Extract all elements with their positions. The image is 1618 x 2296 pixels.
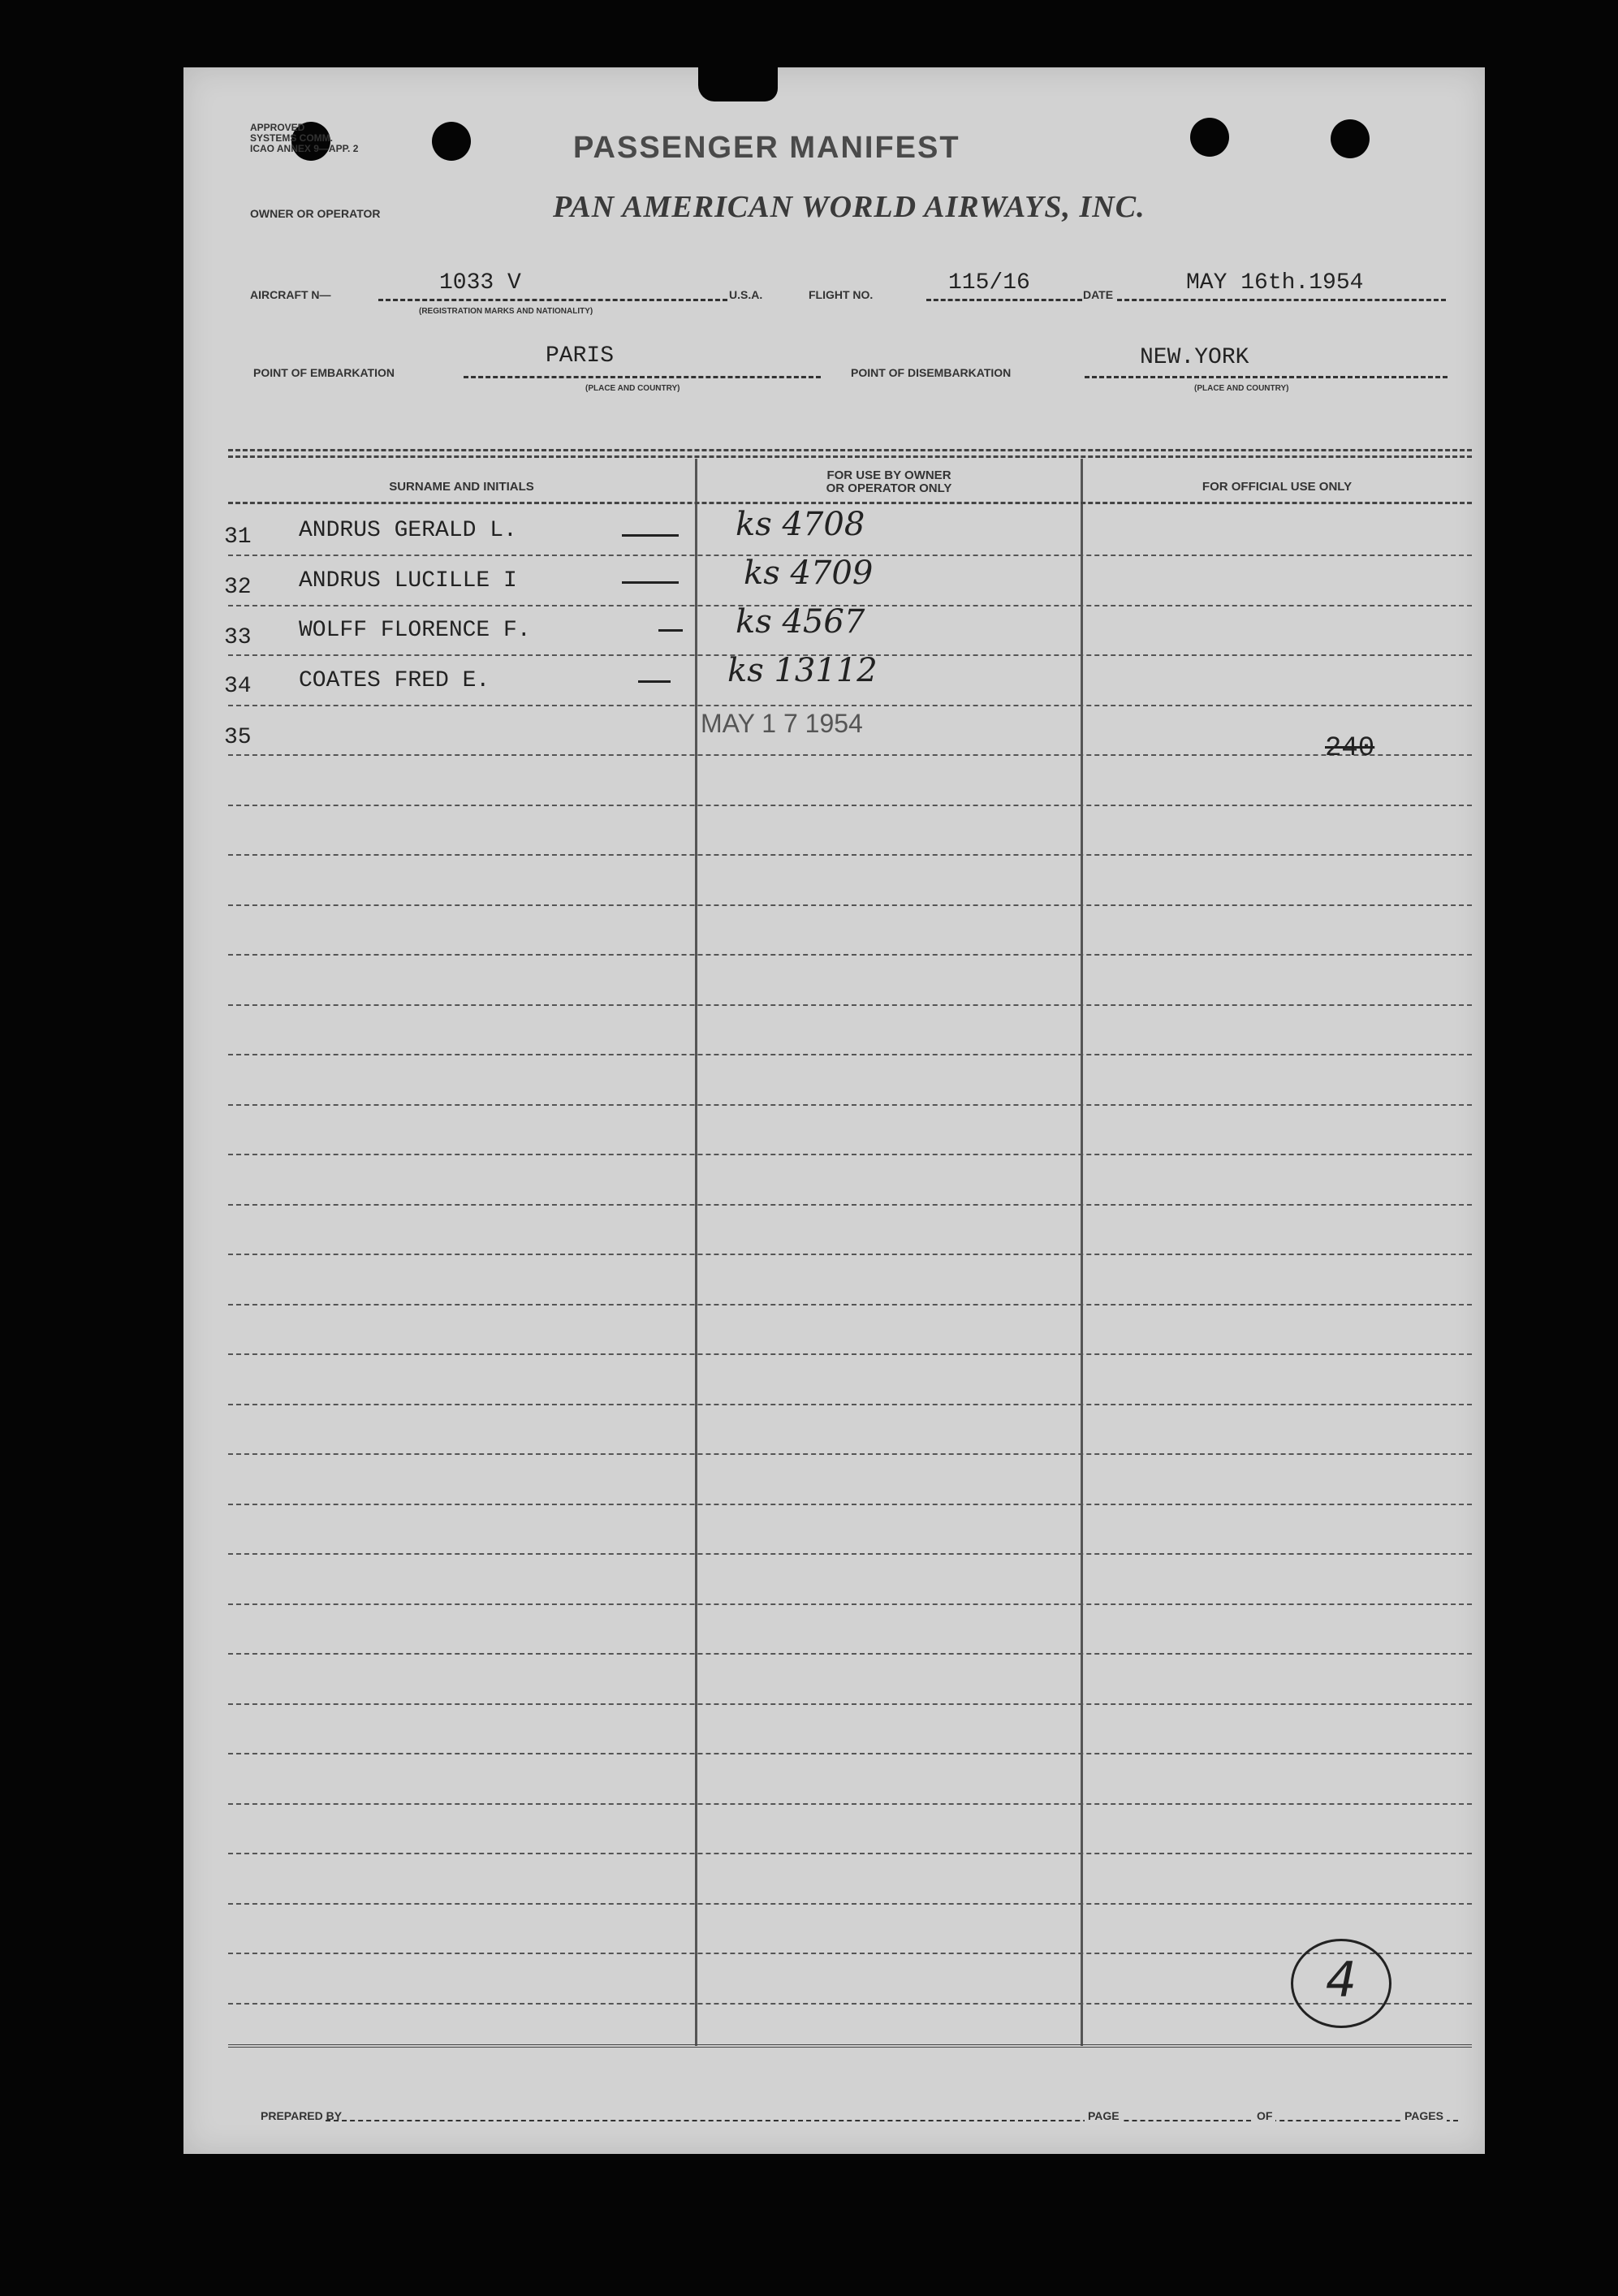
disembark-value: NEW.YORK — [1140, 345, 1249, 370]
row-line — [228, 854, 1472, 856]
approval-line: ICAO ANNEX 9—APP. 2 — [250, 143, 359, 154]
circled-number: 4 — [1291, 1939, 1391, 2028]
embark-note: (PLACE AND COUNTRY) — [585, 384, 680, 393]
row-line — [228, 1353, 1472, 1355]
usa-label: U.S.A. — [729, 288, 763, 301]
date-stamp: MAY 1 7 1954 — [701, 709, 863, 738]
row-line — [228, 1603, 1472, 1605]
row-line — [228, 904, 1472, 906]
row-line — [228, 1504, 1472, 1505]
row-line — [228, 705, 1472, 706]
tick-mark — [622, 534, 679, 537]
row-number: 34 — [224, 674, 252, 699]
punch-hole — [1190, 118, 1229, 157]
aircraft-label: AIRCRAFT N— — [250, 288, 331, 301]
date-value: MAY 16th.1954 — [1186, 270, 1364, 296]
row-line — [228, 1104, 1472, 1106]
passenger-name: COATES FRED E. — [299, 668, 490, 693]
row-line — [228, 1254, 1472, 1255]
table-bottom-rule — [228, 2044, 1472, 2048]
prepared-label: PREPARED BY — [261, 2109, 343, 2122]
carrier-name: PAN AMERICAN WORLD AIRWAYS, INC. — [553, 190, 1146, 224]
embark-label: POINT OF EMBARKATION — [253, 366, 395, 379]
row-line — [228, 2003, 1472, 2005]
row-line — [228, 1553, 1472, 1555]
approval-line: SYSTEMS COMM. — [250, 132, 334, 144]
col-header-owner: FOR USE BY OWNER OR OPERATOR ONLY — [826, 468, 952, 495]
tick-mark — [622, 581, 679, 584]
form-title: PASSENGER MANIFEST — [573, 131, 960, 165]
row-line — [228, 805, 1472, 806]
row-line — [228, 1453, 1472, 1455]
row-number: 33 — [224, 625, 252, 650]
row-line — [228, 1953, 1472, 1954]
column-divider — [1081, 459, 1083, 2046]
count-mark: 240 — [1325, 733, 1375, 764]
flight-label: FLIGHT NO. — [809, 288, 874, 301]
pages-label: PAGES — [1401, 2109, 1447, 2122]
paper-notch — [698, 67, 778, 101]
passenger-name: WOLFF FLORENCE F. — [299, 618, 531, 643]
column-divider — [695, 459, 697, 2046]
manifest-sheet — [183, 67, 1485, 2154]
row-line — [228, 1204, 1472, 1206]
table-top-rule — [228, 449, 1472, 451]
tick-mark — [658, 629, 683, 632]
tick-mark — [638, 680, 671, 683]
aircraft-value: 1033 V — [439, 270, 521, 296]
of-label: OF — [1253, 2109, 1275, 2122]
punch-hole — [432, 122, 471, 161]
row-line — [228, 1404, 1472, 1405]
passenger-name: ANDRUS GERALD L. — [299, 518, 517, 543]
row-line — [228, 1903, 1472, 1905]
row-line — [228, 1703, 1472, 1705]
row-number: 31 — [224, 524, 252, 550]
date-label: DATE — [1083, 288, 1114, 301]
disembark-note: (PLACE AND COUNTRY) — [1194, 384, 1289, 393]
row-number: 35 — [224, 725, 252, 750]
row-line — [228, 1054, 1472, 1055]
flight-value: 115/16 — [948, 270, 1030, 296]
row-line — [228, 1004, 1472, 1006]
row-number: 32 — [224, 575, 252, 600]
owner-label: OWNER OR OPERATOR — [250, 207, 381, 220]
page-label: PAGE — [1085, 2109, 1123, 2122]
col-header-official: FOR OFFICIAL USE ONLY — [1202, 480, 1353, 494]
row-line — [228, 1154, 1472, 1155]
row-line — [228, 1304, 1472, 1306]
handwritten-code: ks 4708 — [736, 506, 865, 543]
passenger-name: ANDRUS LUCILLE I — [299, 568, 517, 593]
punch-hole — [1331, 119, 1370, 158]
row-line — [228, 954, 1472, 956]
handwritten-code: ks 4567 — [736, 603, 865, 641]
row-line — [228, 1653, 1472, 1655]
approval-note — [250, 123, 412, 154]
handwritten-code: ks 4709 — [744, 555, 874, 592]
row-line — [228, 754, 1472, 756]
row-line — [228, 1803, 1472, 1805]
approval-line: APPROVED — [250, 122, 305, 133]
row-line — [228, 1753, 1472, 1754]
registration-note: (REGISTRATION MARKS AND NATIONALITY) — [419, 307, 593, 316]
embark-value: PARIS — [546, 343, 615, 369]
disembark-label: POINT OF DISEMBARKATION — [851, 366, 1012, 379]
handwritten-code: ks 13112 — [727, 652, 878, 689]
col-header-surname: SURNAME AND INITIALS — [389, 480, 534, 494]
row-line — [228, 1853, 1472, 1854]
